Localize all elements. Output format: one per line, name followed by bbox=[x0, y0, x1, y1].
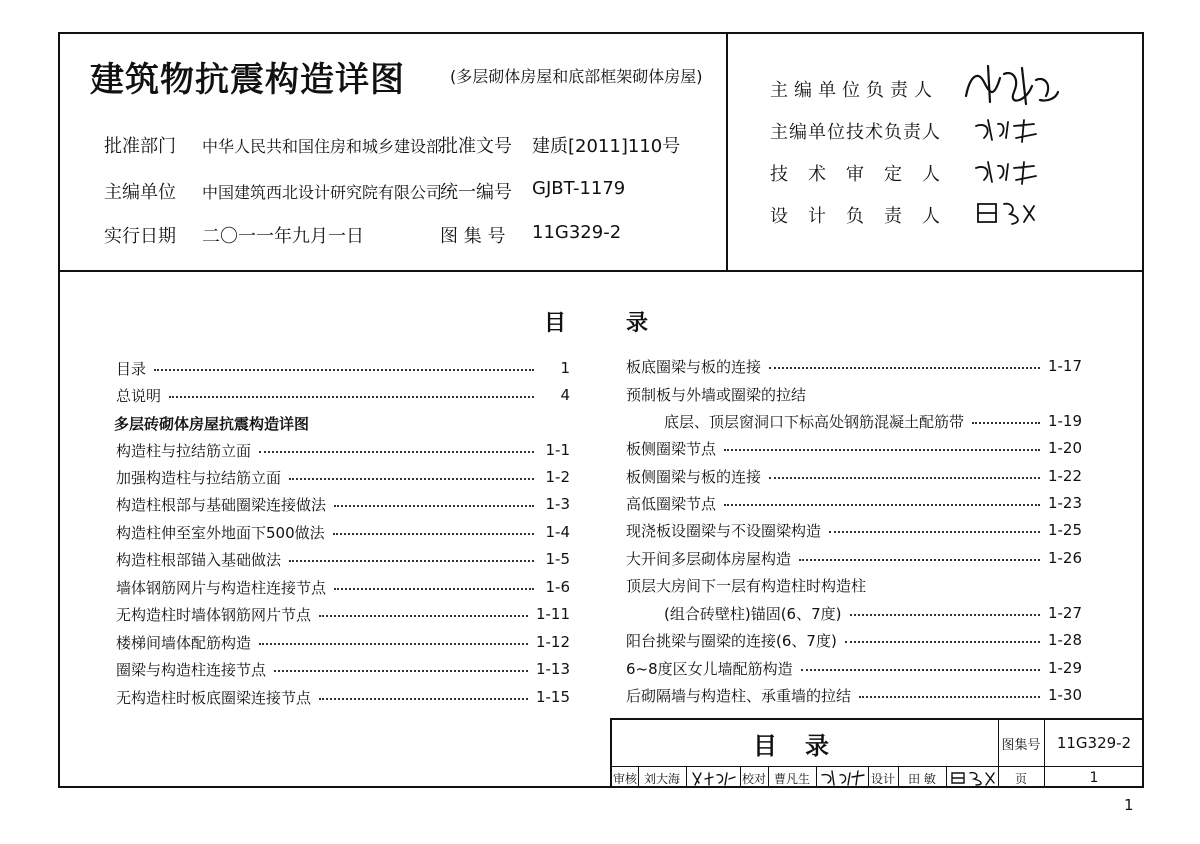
design-head-label: 设 计 负 责 人 bbox=[770, 206, 940, 227]
review-label: 审核 bbox=[612, 771, 637, 786]
toc-entry[interactable] bbox=[626, 683, 1082, 707]
toc-entry-title: 总说明 bbox=[116, 386, 162, 405]
toc-entry[interactable] bbox=[626, 354, 1082, 378]
toc-entry[interactable] bbox=[116, 657, 570, 681]
toc-entry[interactable] bbox=[626, 464, 1082, 488]
toc-entry[interactable] bbox=[116, 575, 570, 599]
toc-entry-page: 1-12 bbox=[535, 633, 570, 651]
toc-leader bbox=[769, 367, 1040, 369]
toc-entry-group-title: 预制板与外墙或圈梁的拉结 bbox=[626, 386, 807, 404]
check-signature bbox=[816, 767, 868, 789]
header-divider-vertical bbox=[726, 32, 728, 272]
toc-entry-page: 1-29 bbox=[1047, 659, 1082, 677]
toc-entry-page: 1-5 bbox=[545, 550, 570, 568]
toc-entry-title: 加强构造柱与拉结筋立面 bbox=[116, 468, 282, 487]
toc-entry[interactable] bbox=[116, 492, 570, 516]
toc-leader bbox=[259, 451, 534, 453]
toc-leader bbox=[154, 369, 534, 371]
toc-entry-title: 构造柱与拉结筋立面 bbox=[116, 441, 252, 460]
toc-entry-page: 1-13 bbox=[535, 660, 570, 678]
toc-leader bbox=[724, 449, 1040, 451]
tech-review-label: 技 术 审 定 人 bbox=[770, 164, 940, 185]
toc-entry-title: 底层、顶层窗洞口下标高处钢筋混凝土配筋带 bbox=[664, 412, 965, 431]
header-divider-horizontal bbox=[58, 270, 1144, 272]
toc-entry-page: 1-6 bbox=[545, 578, 570, 596]
toc-leader bbox=[274, 670, 528, 672]
toc-entry-page: 1-20 bbox=[1047, 439, 1082, 457]
atlas-no-label: 图 集 号 bbox=[440, 226, 506, 247]
title-block-atlas-label: 图集号 bbox=[1001, 737, 1041, 753]
toc-entry[interactable] bbox=[116, 465, 570, 489]
toc-entry-title: 墙体钢筋网片与构造柱连接节点 bbox=[116, 578, 327, 597]
toc-leader bbox=[334, 505, 534, 507]
toc-entry-group-title: 顶层大房间下一层有构造柱时构造柱 bbox=[626, 577, 867, 595]
toc-leader bbox=[799, 559, 1040, 561]
toc-entry-page: 1-15 bbox=[535, 688, 570, 706]
review-name: 刘大海 bbox=[643, 771, 680, 786]
toc-entry-title: 6~8度区女儿墙配筋构造 bbox=[626, 659, 793, 678]
toc-entry[interactable] bbox=[116, 630, 570, 654]
toc-leader bbox=[845, 641, 1040, 643]
toc-entry-page: 1 bbox=[560, 359, 570, 377]
toc-leader bbox=[319, 615, 528, 617]
approval-doc-value: 建质[2011]110号 bbox=[532, 136, 681, 157]
toc-entry[interactable] bbox=[116, 602, 570, 626]
approval-dept-value: 中华人民共和国住房和城乡建设部 bbox=[202, 137, 443, 156]
chief-unit-value: 中国建筑西北设计研究院有限公司 bbox=[202, 183, 443, 202]
toc-entry[interactable] bbox=[626, 491, 1082, 515]
check-name: 曹凡生 bbox=[773, 771, 810, 786]
toc-entry-title: 后砌隔墙与构造柱、承重墙的拉结 bbox=[626, 686, 852, 705]
toc-entry-page: 1-11 bbox=[535, 605, 570, 623]
toc-leader bbox=[972, 422, 1040, 424]
toc-entry[interactable] bbox=[664, 409, 1082, 433]
unit-head-label: 主编单位负责人 bbox=[770, 80, 938, 101]
toc-leader bbox=[334, 588, 534, 590]
toc-entry-page: 1-2 bbox=[545, 468, 570, 486]
toc-entry-title: (组合砖壁柱)锚固(6、7度) bbox=[664, 604, 842, 623]
toc-entry[interactable] bbox=[116, 520, 570, 544]
toc-entry[interactable] bbox=[116, 547, 570, 571]
page-label: 页 bbox=[1014, 771, 1027, 786]
toc-leader bbox=[859, 696, 1040, 698]
toc-entry[interactable] bbox=[626, 628, 1082, 652]
toc-entry-title: 楼梯间墙体配筋构造 bbox=[116, 633, 252, 652]
toc-leader bbox=[829, 531, 1040, 533]
toc-entry-title: 板底圈梁与板的连接 bbox=[626, 357, 762, 376]
toc-entry-title: 目录 bbox=[116, 359, 147, 378]
design-label: 设计 bbox=[870, 771, 895, 786]
approval-dept-label: 批准部门 bbox=[104, 136, 176, 157]
toc-leader bbox=[724, 504, 1040, 506]
toc-entry[interactable] bbox=[626, 656, 1082, 680]
toc-entry-page: 1-26 bbox=[1047, 549, 1082, 567]
unit-head-signature bbox=[960, 56, 1060, 112]
check-label: 校对 bbox=[741, 771, 766, 786]
toc-entry-page: 1-30 bbox=[1047, 686, 1082, 704]
toc-leader bbox=[169, 396, 534, 398]
toc-entry[interactable] bbox=[116, 685, 570, 709]
page-value: 1 bbox=[1089, 770, 1099, 786]
toc-entry-title: 板侧圈梁与板的连接 bbox=[626, 467, 762, 486]
toc-entry[interactable] bbox=[116, 356, 570, 380]
toc-heading: 目录 bbox=[544, 311, 709, 336]
toc-leader bbox=[850, 614, 1040, 616]
toc-entry-page: 4 bbox=[560, 386, 570, 404]
unified-no-value: GJBT-1179 bbox=[532, 178, 626, 199]
atlas-subtitle: (多层砌体房屋和底部框架砌体房屋) bbox=[450, 67, 703, 86]
toc-entry-page: 1-4 bbox=[545, 523, 570, 541]
approval-doc-label: 批准文号 bbox=[440, 136, 512, 157]
toc-leader bbox=[319, 698, 528, 700]
toc-entry-title: 阳台挑梁与圈梁的连接(6、7度) bbox=[626, 631, 837, 650]
toc-entry[interactable] bbox=[116, 438, 570, 462]
atlas-no-value: 11G329-2 bbox=[532, 222, 622, 243]
design-signature bbox=[946, 767, 998, 789]
chief-unit-label: 主编单位 bbox=[104, 182, 176, 203]
toc-entry-page: 1-1 bbox=[545, 441, 570, 459]
unified-no-label: 统一编号 bbox=[440, 182, 512, 203]
title-block-atlas-value: 11G329-2 bbox=[1056, 734, 1132, 752]
toc-entry-page: 1-17 bbox=[1047, 357, 1082, 375]
toc-entry-title: 圈梁与构造柱连接节点 bbox=[116, 660, 267, 679]
toc-entry-page: 1-25 bbox=[1047, 521, 1082, 539]
toc-leader bbox=[333, 533, 534, 535]
toc-entry-page: 1-22 bbox=[1047, 467, 1082, 485]
title-block-name: 目录 bbox=[753, 731, 857, 760]
tech-review-signature bbox=[972, 158, 1042, 188]
toc-entry-page: 1-3 bbox=[545, 495, 570, 513]
toc-entry[interactable] bbox=[626, 436, 1082, 460]
toc-entry-title: 无构造柱时板底圈梁连接节点 bbox=[116, 688, 312, 707]
title-block bbox=[610, 718, 1144, 788]
effective-date-value: 二〇一一年九月一日 bbox=[202, 226, 364, 247]
toc-entry[interactable] bbox=[664, 601, 1082, 625]
toc-entry-page: 1-23 bbox=[1047, 494, 1082, 512]
toc-entry-title: 构造柱伸至室外地面下500做法 bbox=[116, 523, 325, 542]
design-head-signature bbox=[972, 198, 1042, 228]
toc-entry-title: 大开间多层砌体房屋构造 bbox=[626, 549, 792, 568]
toc-entry-title: 构造柱根部与基础圈梁连接做法 bbox=[116, 495, 327, 514]
toc-entry[interactable] bbox=[626, 518, 1082, 542]
toc-section-heading: 多层砖砌体房屋抗震构造详图 bbox=[114, 415, 310, 433]
toc-leader bbox=[801, 669, 1040, 671]
toc-entry[interactable] bbox=[626, 546, 1082, 570]
effective-date-label: 实行日期 bbox=[104, 226, 176, 247]
review-signature bbox=[686, 767, 740, 789]
toc-entry-title: 无构造柱时墙体钢筋网片节点 bbox=[116, 605, 312, 624]
toc-leader bbox=[289, 560, 534, 562]
tech-head-signature bbox=[972, 116, 1042, 146]
toc-entry-title: 现浇板设圈梁与不设圈梁构造 bbox=[626, 521, 822, 540]
toc-entry-title: 板侧圈梁节点 bbox=[626, 439, 717, 458]
toc-entry[interactable] bbox=[116, 383, 570, 407]
toc-entry-page: 1-19 bbox=[1047, 412, 1082, 430]
tech-head-label: 主编单位技术负责人 bbox=[770, 122, 941, 143]
toc-entry-page: 1-28 bbox=[1047, 631, 1082, 649]
sheet-page-number: 1 bbox=[1124, 796, 1134, 814]
toc-leader bbox=[259, 643, 528, 645]
toc-entry-title: 构造柱根部锚入基础做法 bbox=[116, 550, 282, 569]
toc-entry-page: 1-27 bbox=[1047, 604, 1082, 622]
design-name: 田 敏 bbox=[908, 771, 936, 786]
atlas-title: 建筑物抗震构造详图 bbox=[90, 60, 405, 100]
toc-leader bbox=[769, 477, 1040, 479]
toc-entry-title: 高低圈梁节点 bbox=[626, 494, 717, 513]
toc-leader bbox=[289, 478, 534, 480]
